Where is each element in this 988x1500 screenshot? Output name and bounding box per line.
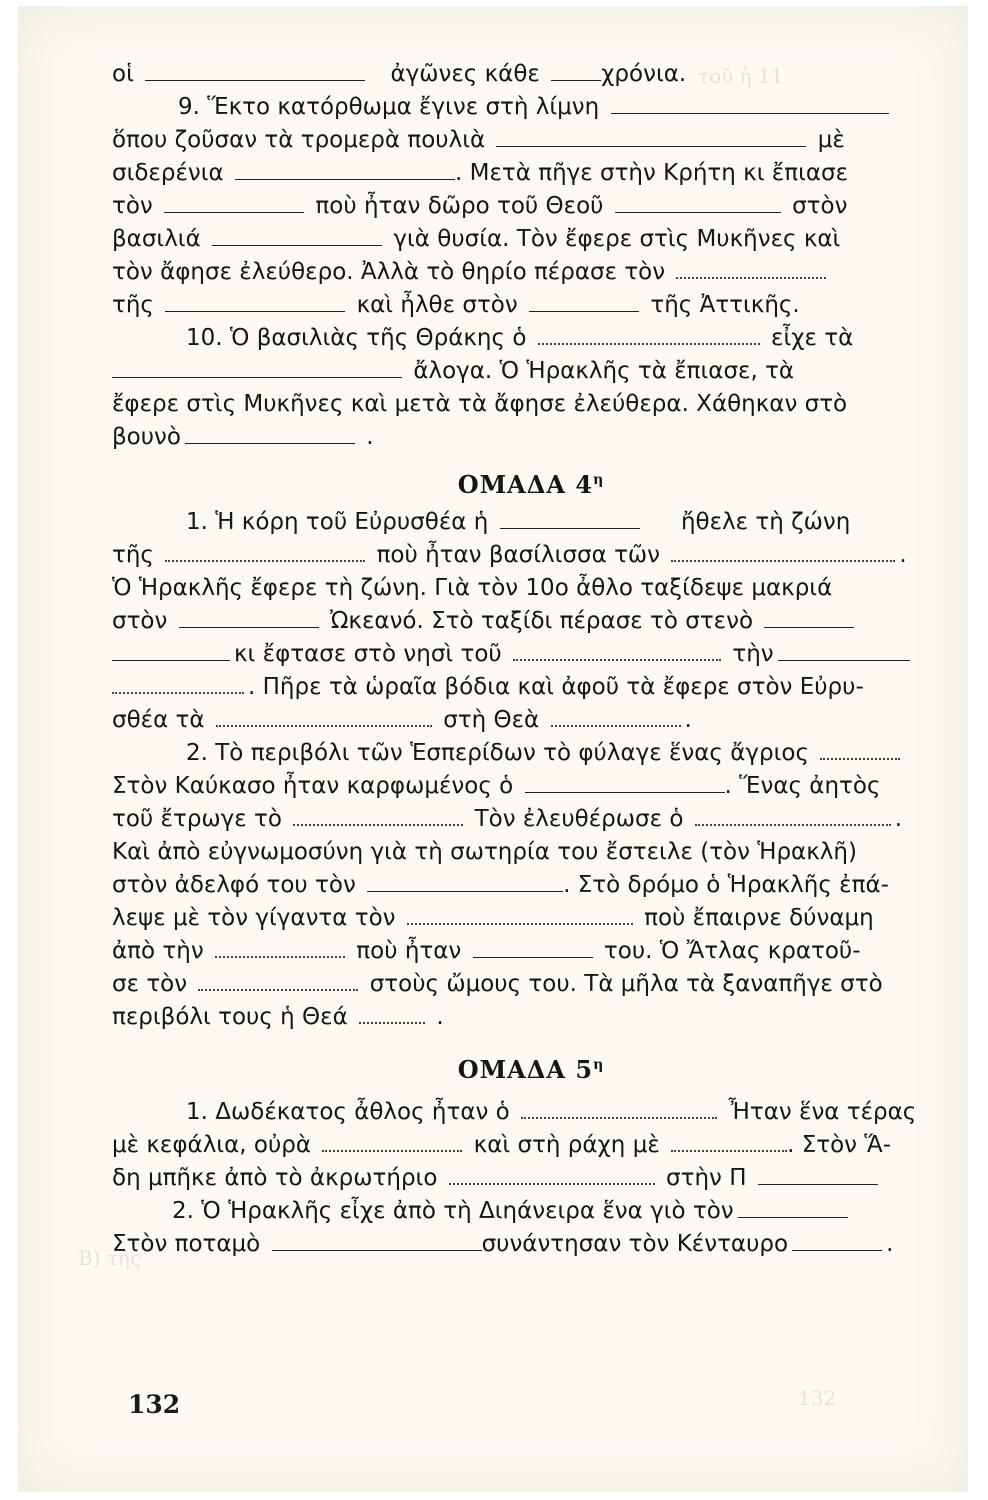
line-text: 9. Ἕκτο κατόρθωμα ἔγινε στὴ λίμνη	[178, 94, 600, 120]
answer-blank[interactable]	[758, 1166, 878, 1185]
text-line	[112, 157, 950, 190]
bleed-through-text: Β) τῆς	[78, 1246, 142, 1270]
line-text: στὴν Π	[666, 1165, 747, 1191]
text-line	[112, 1129, 950, 1162]
answer-blank[interactable]	[235, 161, 455, 180]
answer-blank[interactable]	[615, 194, 781, 213]
answer-blank[interactable]	[322, 1132, 462, 1152]
line-text: μὲ	[817, 127, 845, 153]
text-line	[112, 1001, 950, 1034]
line-text: σιδερένια	[112, 160, 224, 186]
answer-blank[interactable]	[778, 642, 910, 661]
answer-blank[interactable]	[521, 1099, 717, 1119]
line-text: εἶχε τὰ	[771, 325, 854, 351]
line-text: τῆς	[112, 292, 154, 318]
line-text: Καὶ ἀπὸ εὐγνωμοσύνη γιὰ τὴ σωτηρία του ἔστειλε (τὸν Ἡρακλῆ)	[112, 839, 857, 865]
answer-blank[interactable]	[367, 873, 563, 892]
text-line	[112, 223, 950, 256]
line-text: συνάντησαν τὸν Κένταυρο	[481, 1231, 789, 1257]
answer-blank[interactable]	[164, 194, 304, 213]
line-text: .	[886, 1231, 894, 1257]
answer-blank[interactable]	[764, 609, 854, 628]
line-text: . Πῆρε τὰ ὡραῖα βόδια καὶ ἀφοῦ τὰ ἔφερε στὸν Εὐρυ-	[248, 674, 864, 700]
line-text: .	[436, 1004, 444, 1030]
text-line	[112, 506, 950, 539]
text-line	[112, 572, 950, 605]
line-text: 1. Δωδέκατος ἆθλος ἦταν ὁ	[186, 1099, 510, 1125]
line-text: καὶ στὴ ράχη μὲ	[473, 1132, 660, 1158]
text-line	[112, 190, 950, 223]
answer-blank[interactable]	[500, 510, 640, 529]
text-line	[112, 704, 950, 737]
line-text: ποὺ ἦταν δῶρο τοῦ Θεοῦ	[315, 193, 604, 219]
line-text: 2. Ὁ Ἡρακλῆς εἶχε ἀπὸ τὴ Διηάνειρα ἕνα γιὸ τὸν	[172, 1198, 734, 1224]
answer-blank[interactable]	[179, 609, 319, 628]
line-text: λεψε μὲ τὸν γίγαντα τὸν	[112, 905, 396, 931]
worksheet-content	[112, 58, 950, 1261]
line-text: τοῦ ἔτρωγε τὸ	[112, 806, 282, 832]
line-text: χρόνια.	[601, 61, 687, 87]
page-number: 132	[128, 1390, 181, 1419]
text-line	[112, 869, 950, 902]
answer-blank[interactable]	[513, 641, 721, 661]
line-text: .	[684, 707, 692, 733]
line-text: . Ἕνας ἀητὸς	[724, 773, 881, 799]
answer-blank[interactable]	[145, 62, 365, 81]
text-line	[112, 902, 950, 935]
answer-blank[interactable]	[538, 325, 760, 345]
line-text: τῆς	[112, 542, 154, 568]
answer-blank[interactable]	[473, 939, 593, 958]
text-line	[112, 1195, 950, 1228]
bleed-through-text: τοῦ ἡ 11	[698, 64, 784, 88]
line-text: στὴ Θεὰ	[443, 707, 540, 733]
text-line	[112, 935, 950, 968]
line-text: ἀπὸ τὴν	[112, 938, 204, 964]
answer-blank[interactable]	[611, 95, 889, 114]
text-line	[112, 1162, 950, 1195]
line-text: μὲ κεφάλια, οὐρὰ	[112, 1132, 312, 1158]
text-line	[112, 124, 950, 157]
line-text: 10. Ὁ βασιλιὰς τῆς Θράκης ὁ	[186, 325, 527, 351]
line-text: τὴν	[732, 641, 774, 667]
answer-blank[interactable]	[215, 938, 345, 958]
text-line	[112, 322, 950, 355]
answer-blank[interactable]	[272, 1232, 482, 1251]
line-text: καὶ ἦλθε στὸν	[356, 292, 518, 318]
text-line	[112, 388, 950, 421]
text-line	[112, 539, 950, 572]
line-text: ποὺ ἦταν	[356, 938, 462, 964]
line-text: οἱ	[112, 61, 134, 87]
line-text: .	[366, 424, 374, 450]
answer-blank[interactable]	[293, 806, 463, 826]
answer-blank[interactable]	[359, 1004, 425, 1024]
answer-blank[interactable]	[165, 542, 365, 562]
text-line	[112, 1096, 950, 1129]
line-text: ποὺ ἦταν βασίλισσα τῶν	[376, 542, 661, 568]
line-text: σε τὸν	[112, 971, 188, 997]
line-text: ἤθελε τὴ ζώνη	[680, 509, 851, 535]
answer-blank[interactable]	[525, 774, 725, 793]
line-text: βασιλιά	[112, 226, 201, 252]
line-text: Στὸν ποταμὸ	[112, 1231, 261, 1257]
line-text: 2. Τὸ περιβόλι τῶν Ἑσπερίδων τὸ φύλαγε ἕνας ἄγριος	[186, 740, 809, 766]
line-text: κι ἔφτασε στὸ νησὶ τοῦ	[234, 641, 502, 667]
line-text: στὸν ἀδελφό του τὸν	[112, 872, 356, 898]
line-text: Τὸν ἐλευθέρωσε ὁ	[474, 806, 684, 832]
line-text: ὅπου ζοῦσαν τὰ τρομερὰ πουλιὰ	[112, 127, 486, 153]
answer-blank[interactable]	[165, 293, 345, 312]
line-text: ἀγῶνες κάθε	[390, 61, 540, 87]
line-text: ποὺ ἔπαιρνε δύναμη	[644, 905, 874, 931]
line-text: Ἦταν ἕνα τέρας	[728, 1099, 917, 1125]
text-line	[112, 58, 950, 91]
line-text: Ὁ Ἡρακλῆς ἔφερε τὴ ζώνη. Γιὰ τὸν 10ο ἆθλο ταξίδεψε μακριά	[112, 575, 833, 601]
answer-blank[interactable]	[671, 1132, 787, 1152]
answer-blank[interactable]	[496, 128, 806, 147]
line-text: του. Ὁ Ἄτλας κρατοῦ-	[603, 938, 861, 964]
text-line	[112, 355, 950, 388]
line-text: σθέα τὰ	[112, 707, 205, 733]
line-text: δη μπῆκε ἀπὸ τὸ ἀκρωτήριο	[112, 1165, 438, 1191]
text-line	[112, 836, 950, 869]
line-text: . Στὸν Ἅ-	[787, 1132, 892, 1158]
answer-blank[interactable]	[695, 806, 891, 826]
answer-blank[interactable]	[529, 293, 639, 312]
answer-blank[interactable]	[792, 1232, 882, 1251]
line-text: περιβόλι τους ἡ Θεά	[112, 1004, 348, 1030]
text-line	[112, 737, 950, 770]
text-line	[112, 638, 950, 671]
bleed-through-text: 132	[798, 1386, 837, 1410]
text-line	[112, 803, 950, 836]
answer-blank[interactable]	[738, 1199, 848, 1218]
text-line	[112, 91, 950, 124]
line-text: Ὠκεανό. Στὸ ταξίδι πέρασε τὸ στενὸ	[329, 608, 754, 634]
text-line	[112, 1228, 950, 1261]
line-text: ἄλογα. Ὁ Ἡρακλῆς τὰ ἔπιασε, τὰ	[413, 358, 795, 384]
answer-blank[interactable]	[212, 227, 382, 246]
answer-blank[interactable]	[820, 740, 900, 760]
answer-blank[interactable]	[407, 905, 633, 925]
section-heading-group-5: ΟΜΑΔΑ $5^\eta$	[457, 1055, 605, 1084]
line-text: τὸν ἄφησε ἐλεύθερο. Ἀλλὰ τὸ θηρίο πέρασε τὸν	[112, 259, 666, 285]
answer-blank[interactable]	[185, 425, 355, 444]
answer-blank[interactable]	[198, 971, 358, 991]
line-text: Στὸν Καύκασο ἦταν καρφωμένος ὁ	[112, 773, 514, 799]
answer-blank[interactable]	[671, 542, 895, 562]
answer-blank[interactable]	[112, 674, 244, 694]
text-line	[112, 671, 950, 704]
line-text: .	[894, 806, 903, 832]
text-line	[112, 256, 950, 289]
line-text: στὸν	[112, 608, 168, 634]
line-text: τῆς Ἀττικῆς.	[650, 292, 800, 318]
answer-blank[interactable]	[112, 642, 230, 661]
line-text: τὸν	[112, 193, 153, 219]
text-line	[112, 605, 950, 638]
text-line	[112, 770, 950, 803]
answer-blank[interactable]	[551, 707, 681, 727]
line-text: ἔφερε στὶς Μυκῆνες καὶ μετὰ τὰ ἄφησε ἐλεύθερα. Χάθηκαν στὸ	[112, 391, 848, 417]
line-text: .	[899, 542, 907, 568]
section-heading-group-4: ΟΜΑΔΑ $4^\eta$	[457, 470, 605, 499]
answer-blank[interactable]	[449, 1165, 655, 1185]
line-text: . Στὸ δρόμο ὁ Ἡρακλῆς ἐπά-	[563, 872, 889, 898]
line-text: 1. Ἡ κόρη τοῦ Εὐρυσθέα ἡ	[186, 509, 489, 535]
line-text: . Μετὰ πῆγε στὴν Κρήτη κι ἔπιασε	[455, 160, 849, 186]
text-line	[112, 421, 950, 454]
answer-blank[interactable]	[676, 259, 826, 279]
text-line	[112, 289, 950, 322]
answer-blank[interactable]	[551, 62, 601, 81]
line-text: στὸν	[792, 193, 848, 219]
answer-blank[interactable]	[112, 359, 402, 378]
answer-blank[interactable]	[216, 707, 432, 727]
line-text: στοὺς ὤμους του. Τὰ μῆλα τὰ ξαναπῆγε στὸ	[369, 971, 883, 997]
line-text: γιὰ θυσία. Τὸν ἔφερε στὶς Μυκῆνες καὶ	[393, 226, 841, 252]
line-text: βουνὸ	[112, 424, 181, 450]
text-line	[112, 968, 950, 1001]
